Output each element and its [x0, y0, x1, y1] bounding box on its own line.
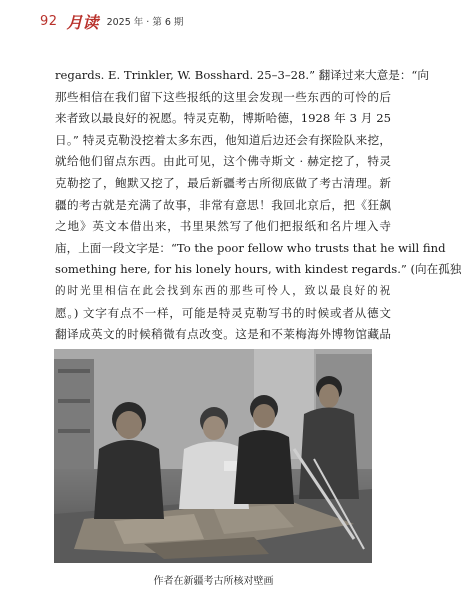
body-line: 疆的考古就是充满了故事，非常有意思！我回北京后，把《狂飙	[55, 197, 391, 212]
issue-label: 2025 年 · 第 6 期	[106, 17, 184, 28]
body-line: regards. E. Trinkler, W. Bosshard. 25–3–28.” 翻译过来大意是：“向	[55, 68, 429, 82]
body-line: 那些相信在我们留下这些报纸的这里会发现一些东西的可怜的后	[55, 89, 391, 104]
body-line: 之地》英文本借出来，书里果然写了他们把报纸和名片埋入寺	[55, 219, 391, 234]
body-line: 庙，上面一段文字是：“To the poor fellow who trusts that he will find	[55, 240, 446, 255]
body-line: 翻译成英文的时候稍微有点改变。这是和不莱梅海外博物馆藏品	[55, 327, 391, 342]
body-line: 愿。) 文字有点不一样，可能是特灵克勒写书的时候或者从德文	[55, 305, 391, 320]
page-number: 92	[40, 13, 58, 29]
body-line: 的时光里相信在此会找到东西的那些可怜人，致以最良好的祝	[55, 284, 391, 297]
body-line: 来者致以最良好的祝愿。特灵克勒，博斯哈德，1928 年 3 月 25	[55, 111, 391, 126]
body-line: 日。” 特灵克勒没挖着太多东西，他知道后边还会有探险队来挖，	[55, 132, 391, 147]
article-body	[55, 65, 461, 367]
running-header	[40, 8, 183, 34]
photo-caption: 作者在新疆考古所核对壁画	[153, 576, 274, 587]
body-line: 克勒挖了，鲍默又挖了，最后新疆考古所彻底做了考古清理。新	[55, 175, 391, 190]
photograph	[54, 349, 372, 563]
body-line: something here, for his lonely hours, with kindest regards.” (向在孤独	[55, 262, 461, 277]
body-line: 就给他们留点东西。由此可见，这个佛寺斯文 · 赫定挖了，特灵	[55, 154, 391, 169]
journal-logo: 月读	[66, 12, 99, 32]
